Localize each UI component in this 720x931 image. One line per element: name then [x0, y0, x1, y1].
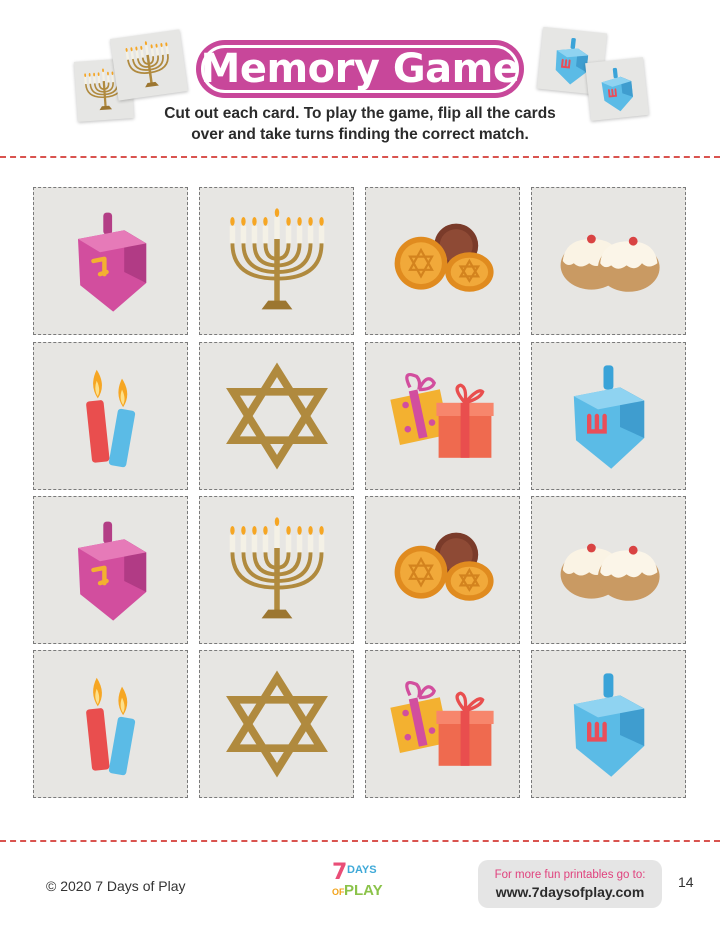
website-link-box[interactable] — [478, 860, 662, 908]
star-of-david-icon — [222, 669, 332, 779]
memory-card[interactable] — [33, 342, 188, 490]
logo-of: OF — [332, 887, 345, 897]
decor-menorah-card-front — [110, 29, 188, 100]
memory-card[interactable] — [199, 650, 354, 798]
menorah-icon — [222, 206, 332, 316]
instructions-line-1: Cut out each card. To play the game, flip all the cards — [164, 105, 556, 122]
pink-dreidel-icon — [56, 515, 166, 625]
menorah-icon — [222, 515, 332, 625]
gift-boxes-icon — [388, 361, 498, 471]
star-of-david-icon — [222, 361, 332, 471]
memory-card[interactable] — [365, 187, 520, 335]
page-number: 14 — [678, 874, 694, 890]
menorah-icon — [118, 37, 180, 94]
bottom-cut-line — [0, 840, 720, 842]
website-link[interactable]: www.7daysofplay.com — [495, 884, 645, 900]
title-banner — [196, 40, 524, 98]
memory-card[interactable] — [33, 496, 188, 644]
memory-card[interactable] — [365, 650, 520, 798]
blue-dreidel-icon — [554, 669, 664, 779]
memory-card[interactable] — [33, 187, 188, 335]
memory-card[interactable] — [531, 187, 686, 335]
memory-card[interactable] — [365, 496, 520, 644]
logo-play: PLAY — [344, 882, 383, 899]
instructions-line-2: over and take turns finding the correct match. — [191, 126, 529, 143]
sufganiyot-icon — [554, 515, 664, 625]
memory-card-grid — [33, 187, 687, 799]
memory-card[interactable] — [365, 342, 520, 490]
pink-dreidel-icon — [56, 206, 166, 316]
page-title: Memory Game — [200, 46, 520, 92]
link-label: For more fun printables go to: — [494, 869, 646, 881]
candles-icon — [56, 669, 166, 779]
logo-seven: 7 — [332, 860, 348, 885]
brand-logo — [330, 860, 390, 908]
gift-boxes-icon — [388, 669, 498, 779]
memory-card[interactable] — [531, 650, 686, 798]
gelt-coins-icon — [388, 206, 498, 316]
sufganiyot-icon — [554, 206, 664, 316]
memory-card[interactable] — [33, 650, 188, 798]
blue-dreidel-icon — [554, 361, 664, 471]
page-header — [0, 0, 720, 160]
memory-card[interactable] — [531, 496, 686, 644]
logo-days: DAYS — [347, 864, 377, 876]
memory-card[interactable] — [531, 342, 686, 490]
memory-card[interactable] — [199, 496, 354, 644]
top-cut-line — [0, 156, 720, 158]
memory-card[interactable] — [199, 187, 354, 335]
gelt-coins-icon — [388, 515, 498, 625]
memory-card[interactable] — [199, 342, 354, 490]
candles-icon — [56, 361, 166, 471]
copyright-text: © 2020 7 Days of Play — [46, 878, 186, 894]
